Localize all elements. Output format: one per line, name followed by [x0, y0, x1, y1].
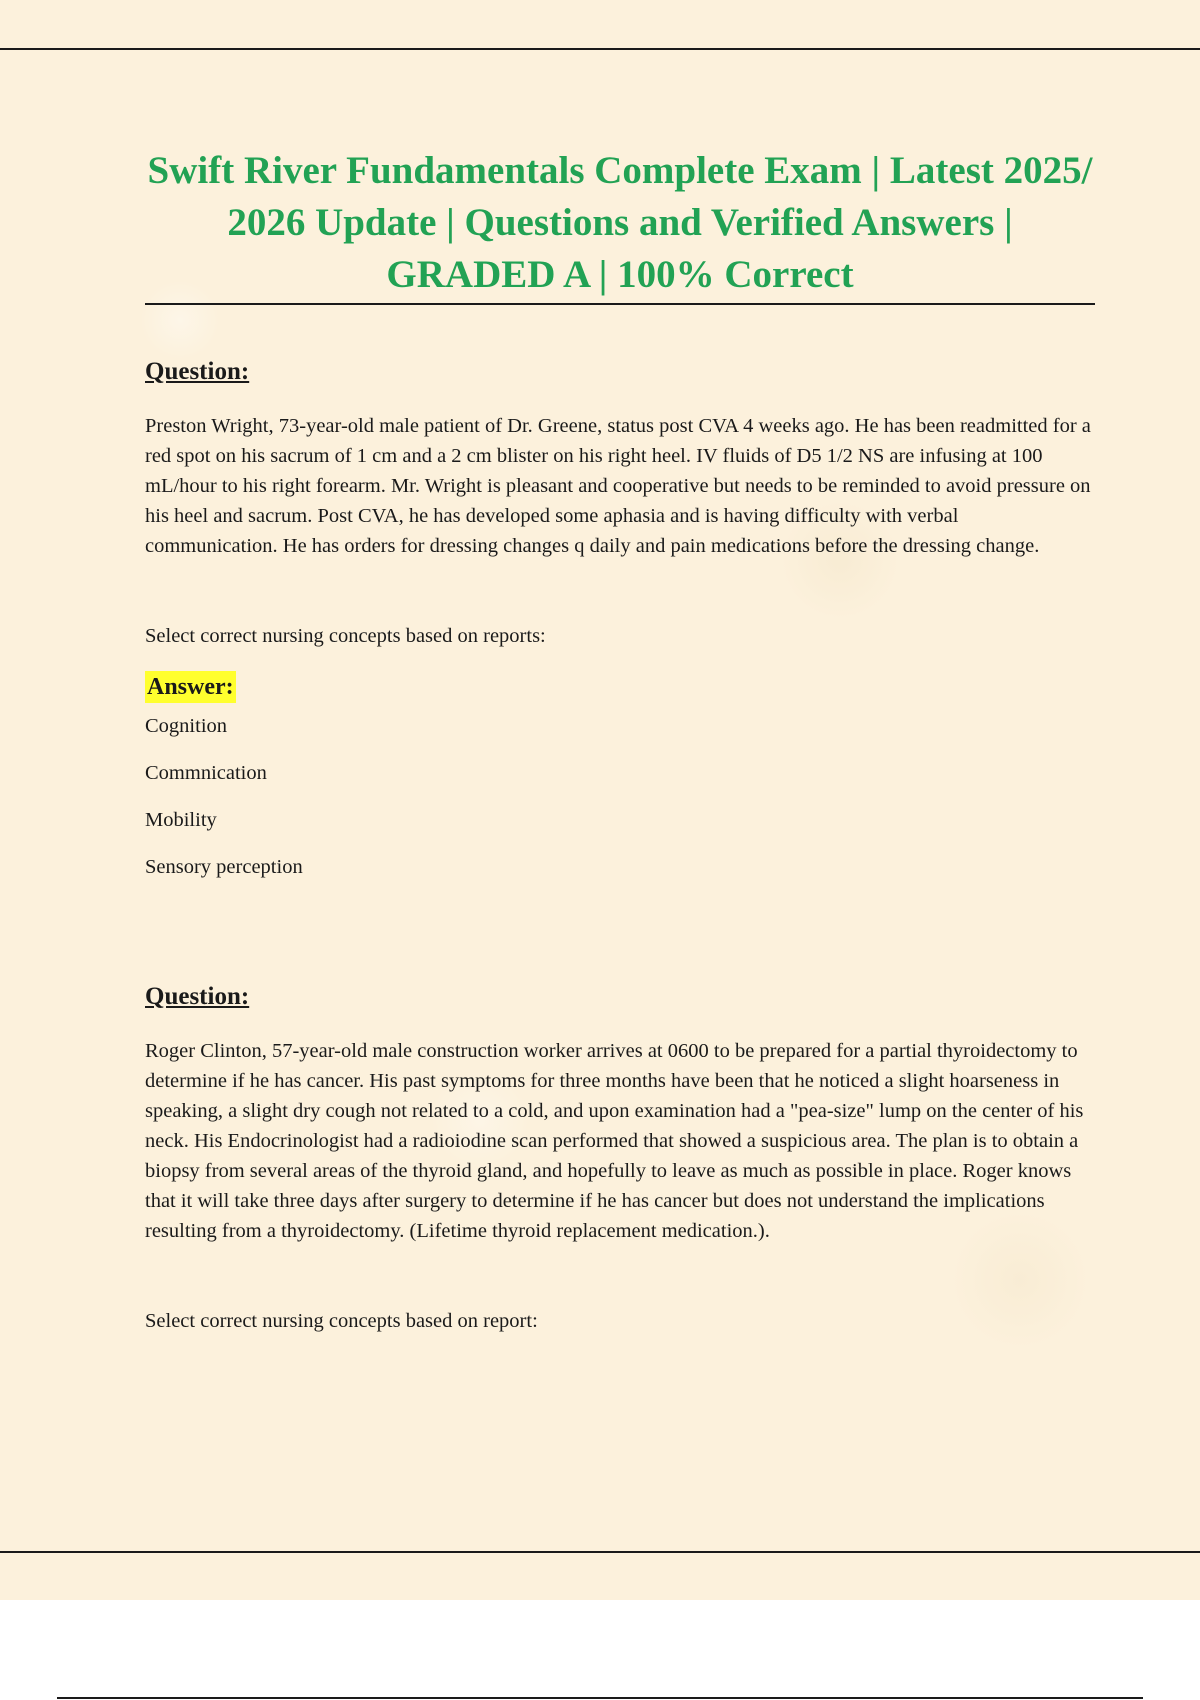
question-text: Preston Wright, 73-year-old male patient of Dr. Greene, status post CVA 4 weeks ago. He has been readmitted for a red spot on his sacrum of 1 cm and a 2 cm blister on his right heel. IV fluids of D5 1/2 NS are infusing at 100 mL/hour to his right forearm. Mr. Wright is pleasant and cooperative but needs to be reminded to avoid pressure on his heel and sacrum. Post CVA, he has developed some aphasia and is having difficulty with verbal communication. He has orders for dressing changes q daily and pain medications before the dressing change.	[145, 415, 1091, 557]
page-title: Swift River Fundamentals Complete Exam | Latest 2025/ 2026 Update | Questions and Verified Answers | GRADED A | 100% Correct	[145, 145, 1095, 305]
answer-label: Answer:	[145, 671, 236, 703]
question-block-2	[145, 980, 1095, 1336]
header-rule	[0, 48, 1200, 50]
answer-item: Commnication	[145, 762, 267, 784]
next-page-rule	[57, 1697, 1143, 1699]
question-prompt: Select correct nursing concepts based on report:	[145, 1310, 538, 1332]
question-text: Roger Clinton, 57-year-old male construction worker arrives at 0600 to be prepared for a partial thyroidectomy to determine if he has cancer. His past symptoms for three months have been that he noticed a slight hoarseness in speaking, a slight dry cough not related to a cold, and upon examination had a "pea-size" lump on the center of his neck. His Endocrinologist had a radioiodine scan performed that showed a suspicious area. The plan is to obtain a biopsy from several areas of the thyroid gland, and hopefully to leave as much as possible in place. Roger knows that it will take three days after surgery to determine if he has cancer but does not understand the implications resulting from a thyroidectomy. (Lifetime thyroid replacement medication.).	[145, 1040, 1084, 1242]
answer-list	[145, 711, 1095, 882]
question-label: Question:	[145, 983, 250, 1010]
footer-rule-page	[0, 1551, 1200, 1553]
question-block-1	[145, 355, 1095, 882]
answer-item: Sensory perception	[145, 856, 303, 878]
question-prompt: Select correct nursing concepts based on reports:	[145, 625, 546, 647]
answer-item: Cognition	[145, 715, 228, 737]
question-label: Question:	[145, 358, 250, 385]
page-content	[145, 145, 1095, 1336]
answer-item: Mobility	[145, 809, 217, 831]
